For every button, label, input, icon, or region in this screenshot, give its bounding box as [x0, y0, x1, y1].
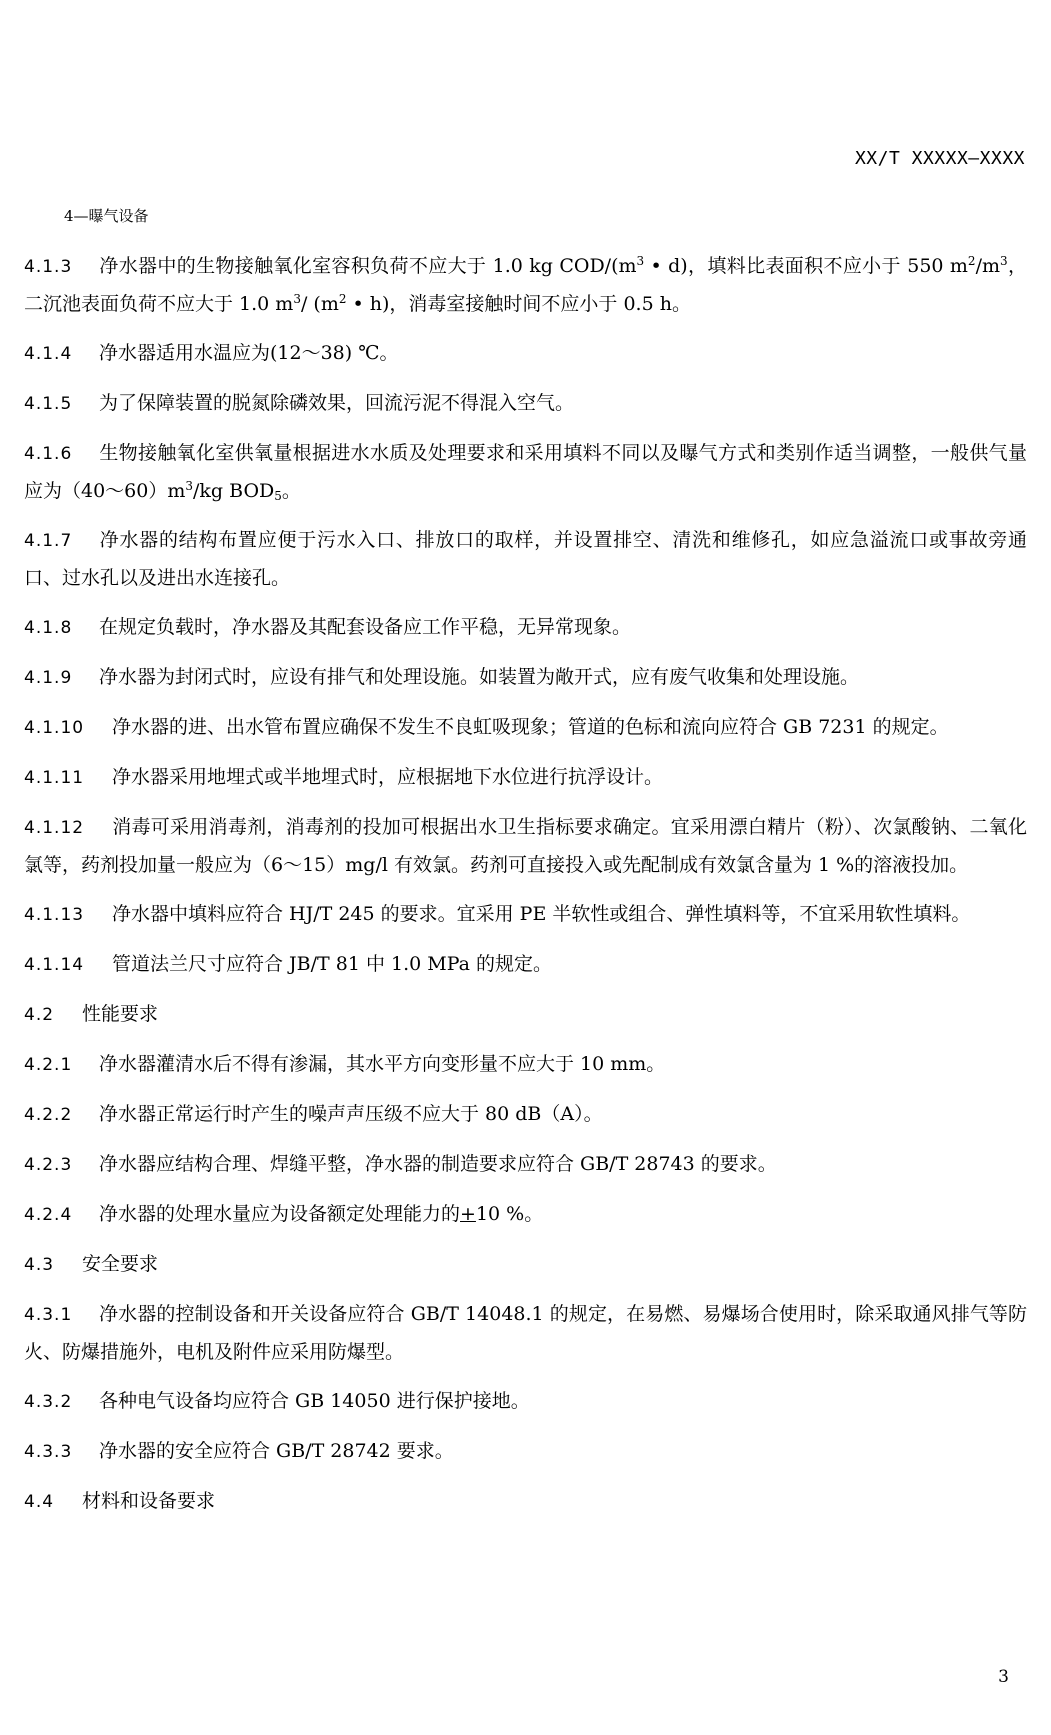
clause-4-1-10: 4.1.10 净水器的进、出水管布置应确保不发生不良虹吸现象；管道的色标和流向应符合 GB 7231 的规定。 [24, 716, 949, 738]
clause-4-1-7: 4.1.7 净水器的结构布置应便于污水入口、排放口的取样，并设置排空、清洗和维修孔，如应急溢流口或事故旁通口、过水孔以及进出水连接孔。 [24, 529, 1027, 589]
clause-4-1-4: 4.1.4 净水器适用水温应为(12～38) ℃。 [24, 342, 399, 364]
clause-4-1-9: 4.1.9 净水器为封闭式时，应设有排气和处理设施。如装置为敞开式，应有废气收集和处理设施。 [24, 666, 860, 688]
section-4-3-heading: 4.3 安全要求 [24, 1253, 159, 1275]
clause-4-1-11: 4.1.11 净水器采用地埋式或半地埋式时，应根据地下水位进行抗浮设计。 [24, 766, 664, 788]
clause-4-1-8: 4.1.8 在规定负载时，净水器及其配套设备应工作平稳，无异常现象。 [24, 616, 632, 638]
clause-4-1-14: 4.1.14 管道法兰尺寸应符合 JB/T 81 中 1.0 MPa 的规定。 [24, 953, 552, 975]
clause-4-2-4: 4.2.4 净水器的处理水量应为设备额定处理能力的+10 %。 [24, 1203, 544, 1225]
document-body [24, 248, 1027, 1533]
clause-4-2-3: 4.2.3 净水器应结构合理、焊缝平整，净水器的制造要求应符合 GB/T 28743 的要求。 [24, 1153, 777, 1175]
clause-4-2-1: 4.2.1 净水器灌清水后不得有渗漏，其水平方向变形量不应大于 10 mm。 [24, 1053, 666, 1075]
clause-4-3-3: 4.3.3 净水器的安全应符合 GB/T 28742 要求。 [24, 1440, 454, 1462]
clause-4-1-3: 4.1.3 净水器中的生物接触氧化室容积负荷不应大于 1.0 kg COD/($m^3$ • d)，填料比表面积不应小于 550 $m^2/m^3$，二沉池表面负荷不应大于 1.0 $m^3/$ ($m^2$ • h)，消毒室接触时间不应小于 0.5 h。 [24, 254, 1027, 315]
clause-4-1-13: 4.1.13 净水器中填料应符合 HJ/T 245 的要求。宜采用 PE 半软性或组合、弹性填料等，不宜采用软性填料。 [24, 903, 971, 925]
clause-4-3-1: 4.3.1 净水器的控制设备和开关设备应符合 GB/T 14048.1 的规定，在易燃、易爆场合使用时，除采取通风排气等防火、防爆措施外，电机及附件应采用防爆型。 [24, 1303, 1027, 1363]
clause-4-3-2: 4.3.2 各种电气设备均应符合 GB 14050 进行保护接地。 [24, 1390, 530, 1412]
page-number: 3 [998, 1667, 1009, 1687]
clause-4-1-5: 4.1.5 为了保障装置的脱氮除磷效果，回流污泥不得混入空气。 [24, 392, 575, 414]
section-4-4-heading: 4.4 材料和设备要求 [24, 1490, 216, 1512]
figure-caption: 4—曝气设备 [64, 207, 149, 225]
clause-4-2-2: 4.2.2 净水器正常运行时产生的噪声声压级不应大于 80 dB（A）。 [24, 1103, 603, 1125]
clause-4-1-6: 4.1.6 生物接触氧化室供氧量根据进水水质及处理要求和采用填料不同以及曝气方式和类别作适当调整，一般供气量应为$(40\sim 60)m^3/kg$ $BOD_5$。 [24, 442, 1027, 503]
document-code-header: XX/T XXXXX—XXXX [854, 148, 1025, 169]
section-4-2-heading: 4.2 性能要求 [24, 1003, 159, 1025]
clause-4-1-12: 4.1.12 消毒可采用消毒剂，消毒剂的投加可根据出水卫生指标要求确定。宜采用漂白精片（粉）、次氯酸钠、二氧化氯等，药剂投加量一般应为（6～15）mg/l 有效氯。药剂可直接投入或先配制成有效氯含量为 1 %的溶液投加。 [24, 816, 1027, 876]
